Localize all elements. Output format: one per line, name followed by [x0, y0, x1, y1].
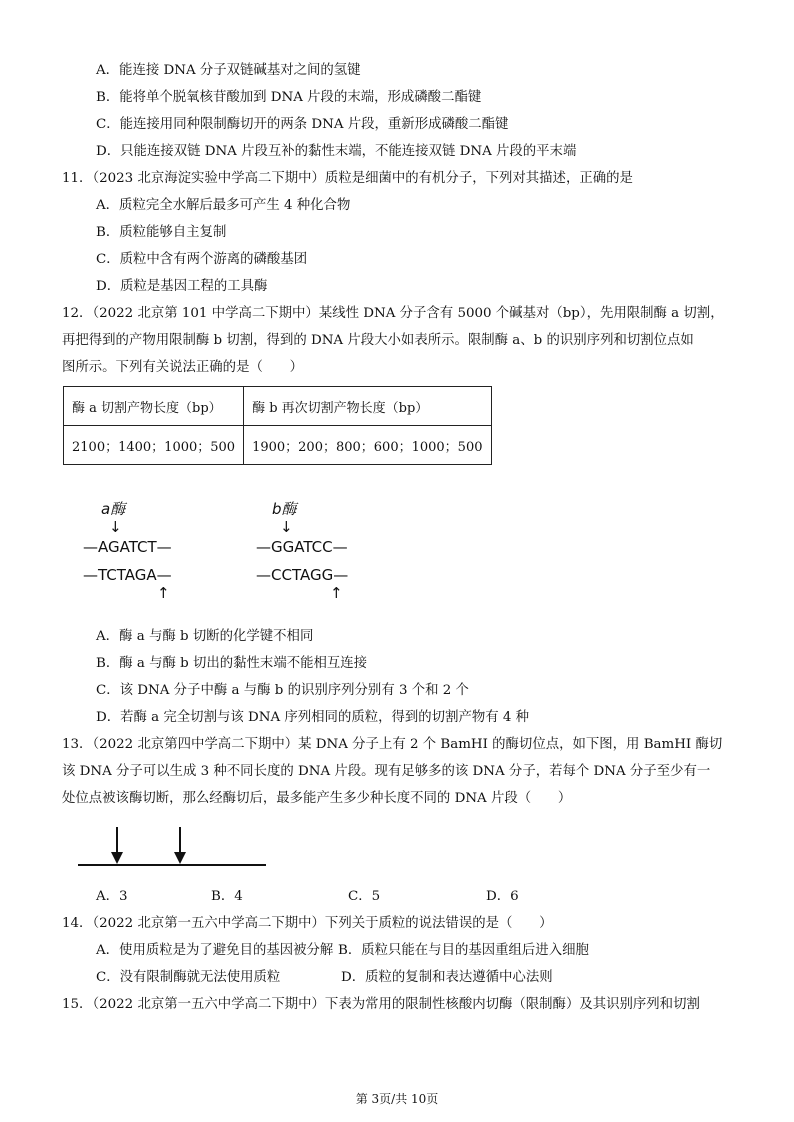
enzyme-a-top-strand: —AGATCT—: [83, 538, 172, 556]
enzyme-b-cut-arrow-up: ↑: [330, 584, 343, 602]
q12-stem-line1: 12．（2022 北京第 101 中学高二下期中）某线性 DNA 分子含有 5000 个碱基对（bp），先用限制酶 a 切割，: [62, 306, 724, 321]
q13-dna-cut-site-diagram: [76, 824, 268, 870]
q12-stem-line2: 再把得到的产物用限制酶 b 切割，得到的 DNA 片段大小如表所示。限制酶 a、b 的识别序列和切割位点如: [62, 333, 694, 348]
table-header-row: [64, 387, 492, 426]
q11-option-b: B．质粒能够自主复制: [96, 225, 227, 240]
q13-option-c: C．5: [348, 889, 381, 904]
q13-stem-line1: 13．（2022 北京第四中学高二下期中）某 DNA 分子上有 2 个 BamHI 的酶切位点，如下图，用 BamHI 酶切: [62, 737, 723, 752]
q11-option-c: C．质粒中含有两个游离的磷酸基团: [96, 252, 308, 267]
q12-option-d: D．若酶 a 完全切割与该 DNA 序列相同的质粒，得到的切割产物有 4 种: [96, 710, 530, 725]
q14-stem: 14．（2022 北京第一五六中学高二下期中）下列关于质粒的说法错误的是（ ）: [62, 916, 553, 931]
cut-site-arrow-2: [174, 827, 186, 864]
enzyme-a-bottom-strand: —TCTAGA—: [83, 566, 172, 584]
q12-option-b: B．酶 a 与酶 b 切出的黏性末端不能相互连接: [96, 656, 368, 671]
q12-table: [63, 386, 492, 465]
q11-option-a: A．质粒完全水解后最多可产生 4 种化合物: [96, 198, 351, 213]
table-cell-b: 1900；200；800；600；1000；500: [244, 426, 491, 465]
enzyme-b-label: b酶: [272, 500, 297, 518]
table-cell-a: 2100；1400；1000；500: [64, 426, 244, 465]
q12-option-a: A．酶 a 与酶 b 切断的化学键不相同: [96, 629, 314, 644]
q10-option-a: A．能连接 DNA 分子双链碱基对之间的氢键: [96, 63, 361, 78]
cut-site-arrow-1: [111, 827, 123, 864]
q14-option-d: D．质粒的复制和表达遵循中心法则: [341, 970, 553, 985]
q13-stem-line3: 处位点被该酶切断，那么经酶切后，最多能产生多少种长度不同的 DNA 片段（ ）: [62, 791, 572, 806]
table-header-a: 酶 a 切割产物长度（bp）: [64, 387, 244, 426]
q11-option-d: D．质粒是基因工程的工具酶: [96, 279, 268, 294]
q10-option-c: C．能连接用同种限制酶切开的两条 DNA 片段，重新形成磷酸二酯键: [96, 117, 509, 132]
q14-option-c: C．没有限制酶就无法使用质粒: [96, 970, 281, 985]
table-row: [64, 426, 492, 465]
enzyme-b-cut-arrow-down: ↓: [280, 518, 293, 536]
q13-option-a: A．3: [96, 889, 128, 904]
enzyme-a-label: a酶: [101, 500, 126, 518]
q14-option-b: B．质粒只能在与目的基因重组后进入细胞: [338, 943, 589, 958]
table-header-b: 酶 b 再次切割产物长度（bp）: [244, 387, 491, 426]
q10-option-b: B．能将单个脱氧核苷酸加到 DNA 片段的末端，形成磷酸二酯键: [96, 90, 482, 105]
enzyme-b-bottom-strand: —CCTAGG—: [256, 566, 349, 584]
enzyme-a-cut-arrow-down: ↓: [109, 518, 122, 536]
q13-option-d: D．6: [486, 889, 519, 904]
q14-option-a: A．使用质粒是为了避免目的基因被分解: [96, 943, 334, 958]
enzyme-b-top-strand: —GGATCC—: [256, 538, 348, 556]
q10-option-d: D．只能连接双链 DNA 片段互补的黏性末端，不能连接双链 DNA 片段的平末端: [96, 144, 577, 159]
q12-option-c: C．该 DNA 分子中酶 a 与酶 b 的识别序列分别有 3 个和 2 个: [96, 683, 469, 698]
enzyme-a-cut-arrow-up: ↑: [157, 584, 170, 602]
q13-option-b: B．4: [211, 889, 243, 904]
q11-stem: 11．（2023 北京海淀实验中学高二下期中）质粒是细菌中的有机分子，下列对其描述，正确的是: [62, 171, 633, 186]
q15-stem: 15．（2022 北京第一五六中学高二下期中）下表为常用的限制性核酸内切酶（限制酶）及其识别序列和切割: [62, 997, 700, 1012]
q12-stem-line3: 图所示。下列有关说法正确的是（ ）: [62, 360, 304, 375]
page-footer: 第 3页/共 10页: [355, 1092, 439, 1106]
q13-stem-line2: 该 DNA 分子可以生成 3 种不同长度的 DNA 片段。现有足够多的该 DNA 分子，若每个 DNA 分子至少有一: [62, 764, 711, 779]
